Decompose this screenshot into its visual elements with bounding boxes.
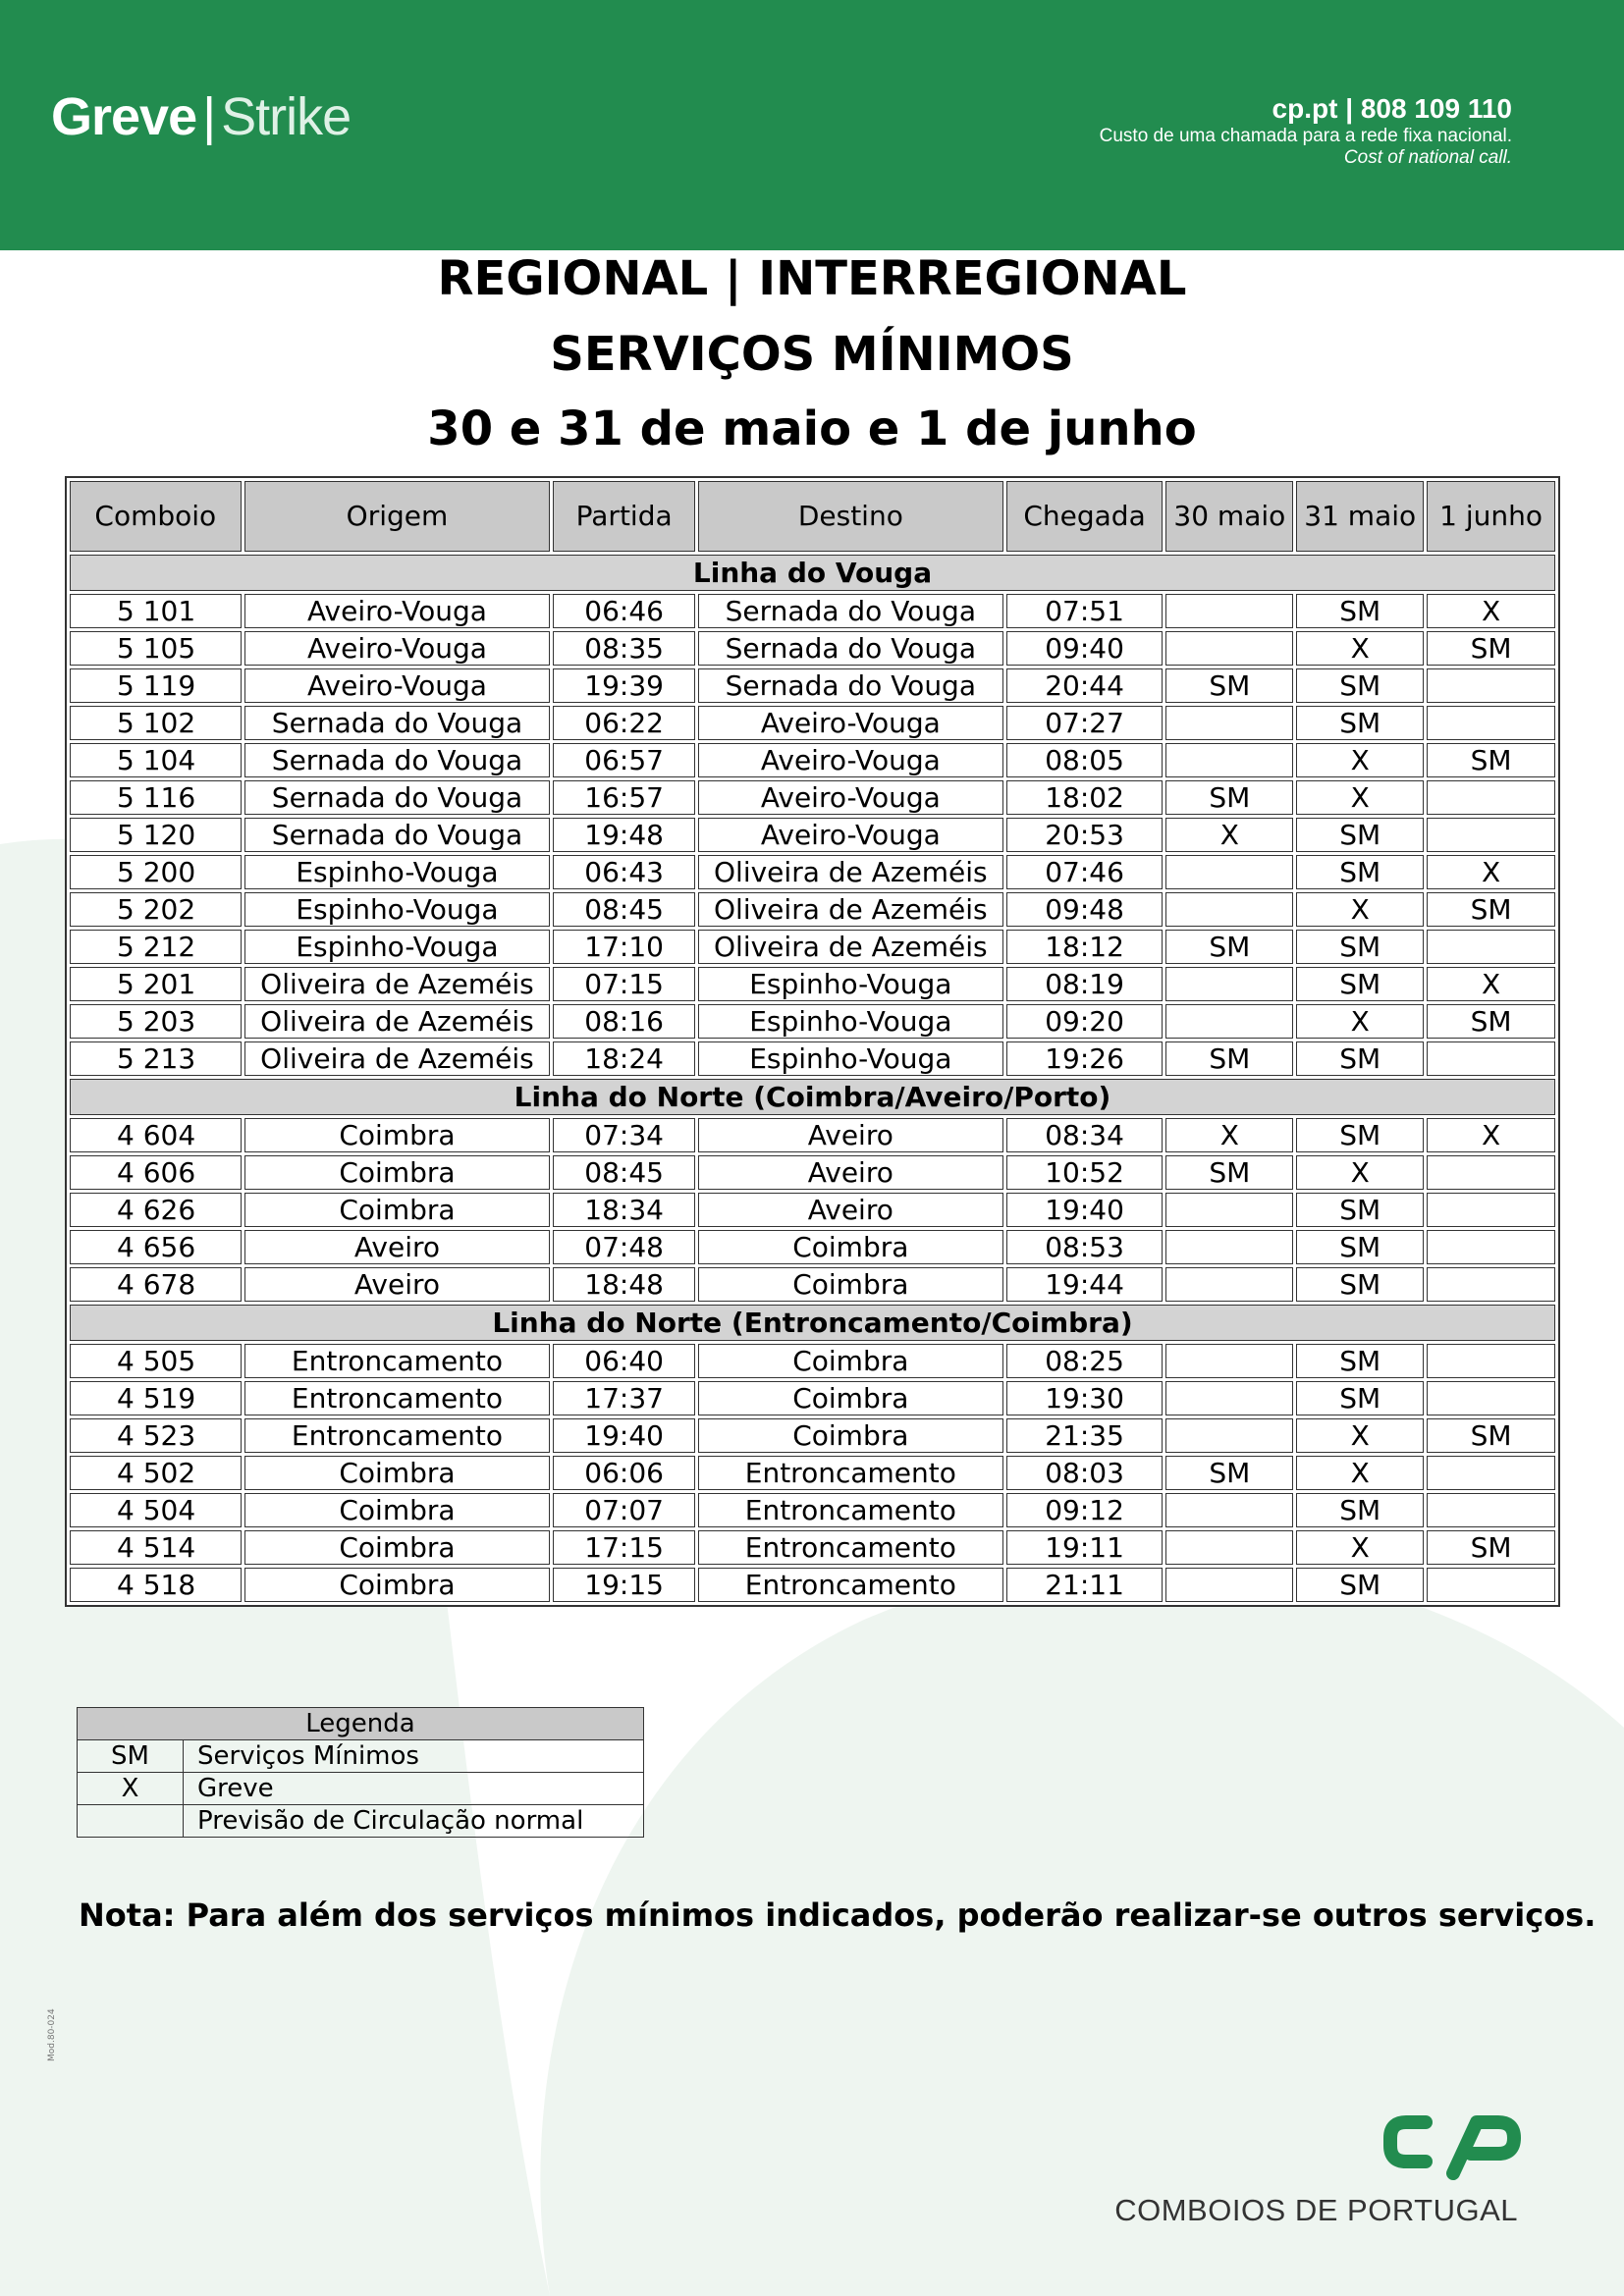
table-cell: SM — [1296, 1230, 1424, 1264]
table-cell: 17:10 — [553, 930, 695, 964]
table-cell — [1427, 1344, 1555, 1378]
table-row — [70, 706, 1555, 740]
table-cell — [1165, 967, 1293, 1001]
table-cell — [1427, 1456, 1555, 1490]
table-cell: 08:16 — [553, 1004, 695, 1039]
table-cell: SM — [1427, 743, 1555, 777]
table-row — [70, 1118, 1555, 1152]
table-cell: Aveiro — [698, 1193, 1003, 1227]
table-cell: 4 502 — [70, 1456, 242, 1490]
table-cell: 5 116 — [70, 780, 242, 815]
table-row — [70, 1041, 1555, 1076]
table-cell: 08:25 — [1006, 1344, 1164, 1378]
table-cell: Aveiro — [244, 1230, 551, 1264]
table-cell: 08:05 — [1006, 743, 1164, 777]
table-cell: Oliveira de Azeméis — [244, 1041, 551, 1076]
section-title: Linha do Vouga — [70, 555, 1555, 591]
table-cell: Aveiro-Vouga — [244, 668, 551, 703]
table-cell: 5 120 — [70, 818, 242, 852]
table-cell: 09:20 — [1006, 1004, 1164, 1039]
title-line-2: SERVIÇOS MÍNIMOS — [550, 327, 1074, 382]
table-cell — [1165, 1418, 1293, 1453]
table-cell: SM — [1296, 1041, 1424, 1076]
table-cell — [1165, 1230, 1293, 1264]
legend-label: Serviços Mínimos — [184, 1740, 644, 1773]
table-cell: Oliveira de Azeméis — [698, 930, 1003, 964]
table-cell: SM — [1165, 668, 1293, 703]
table-cell — [1165, 631, 1293, 666]
table-cell — [1165, 1493, 1293, 1527]
legend-code — [78, 1805, 184, 1838]
table-cell: X — [1296, 1004, 1424, 1039]
header-1-junho: 1 junho — [1427, 481, 1555, 552]
table-cell: Oliveira de Azeméis — [698, 892, 1003, 927]
table-cell: SM — [1427, 1418, 1555, 1453]
table-cell: 10:52 — [1006, 1155, 1164, 1190]
table-cell: 5 105 — [70, 631, 242, 666]
table-cell: X — [1296, 1530, 1424, 1565]
table-row — [70, 1418, 1555, 1453]
legend-code: SM — [78, 1740, 184, 1773]
table-cell: 08:35 — [553, 631, 695, 666]
table-cell: Entroncamento — [698, 1456, 1003, 1490]
table-row — [70, 1344, 1555, 1378]
table-cell: Aveiro-Vouga — [698, 743, 1003, 777]
table-cell: SM — [1296, 1344, 1424, 1378]
table-cell: 09:12 — [1006, 1493, 1164, 1527]
header-destino: Destino — [698, 481, 1003, 552]
brand-main: Greve — [51, 87, 197, 146]
table-cell — [1427, 1267, 1555, 1302]
company-name: COMBOIOS DE PORTUGAL — [1114, 2193, 1518, 2227]
brand-separator: | — [202, 87, 216, 146]
table-row — [70, 1530, 1555, 1565]
table-cell: 08:34 — [1006, 1118, 1164, 1152]
brand-sub: Strike — [221, 87, 352, 146]
table-cell: 09:48 — [1006, 892, 1164, 927]
table-cell — [1427, 1193, 1555, 1227]
section-row — [70, 1079, 1555, 1115]
header-banner — [0, 0, 1624, 250]
table-cell: SM — [1296, 1118, 1424, 1152]
header-30-maio: 30 maio — [1165, 481, 1293, 552]
table-cell: 20:44 — [1006, 668, 1164, 703]
header-chegada: Chegada — [1006, 481, 1164, 552]
table-cell: Espinho-Vouga — [698, 1004, 1003, 1039]
table-cell: X — [1296, 631, 1424, 666]
contact-note-en: Cost of national call. — [1343, 147, 1512, 168]
table-cell: 06:46 — [553, 594, 695, 628]
table-cell: 07:15 — [553, 967, 695, 1001]
table-cell: 08:45 — [553, 1155, 695, 1190]
header-comboio: Comboio — [70, 481, 242, 552]
brand-logo — [51, 86, 351, 147]
cp-logo-icon — [1382, 2110, 1524, 2181]
table-cell: SM — [1296, 1381, 1424, 1415]
table-cell: 5 200 — [70, 855, 242, 889]
table-cell — [1427, 1155, 1555, 1190]
legend-row — [78, 1740, 644, 1773]
table-cell: Espinho-Vouga — [698, 967, 1003, 1001]
table-cell: 4 519 — [70, 1381, 242, 1415]
table-cell: X — [1296, 1418, 1424, 1453]
table-cell: 4 604 — [70, 1118, 242, 1152]
table-cell: 20:53 — [1006, 818, 1164, 852]
table-cell: 21:11 — [1006, 1568, 1164, 1602]
table-cell: 4 626 — [70, 1193, 242, 1227]
table-cell: X — [1296, 780, 1424, 815]
schedule-body — [70, 555, 1555, 1602]
table-cell: Aveiro-Vouga — [698, 706, 1003, 740]
table-cell: SM — [1296, 594, 1424, 628]
table-row — [70, 1267, 1555, 1302]
table-cell: SM — [1296, 1193, 1424, 1227]
table-cell: 08:03 — [1006, 1456, 1164, 1490]
legend-code: X — [78, 1773, 184, 1805]
table-cell: 09:40 — [1006, 631, 1164, 666]
table-cell: X — [1165, 1118, 1293, 1152]
table-cell: 07:46 — [1006, 855, 1164, 889]
table-cell: 19:40 — [553, 1418, 695, 1453]
title-line-1: REGIONAL | INTERREGIONAL — [437, 251, 1187, 306]
section-row — [70, 555, 1555, 591]
title-line-3: 30 e 31 de maio e 1 de junho — [427, 401, 1197, 456]
table-cell: 17:15 — [553, 1530, 695, 1565]
table-cell: 07:07 — [553, 1493, 695, 1527]
table-cell: SM — [1427, 1004, 1555, 1039]
table-cell: 5 101 — [70, 594, 242, 628]
legend-row — [78, 1805, 644, 1838]
table-cell: SM — [1296, 855, 1424, 889]
table-cell: Sernada do Vouga — [244, 780, 551, 815]
table-cell — [1427, 930, 1555, 964]
table-cell: X — [1296, 892, 1424, 927]
table-cell: 5 102 — [70, 706, 242, 740]
table-cell: 19:30 — [1006, 1381, 1164, 1415]
table-cell: X — [1427, 1118, 1555, 1152]
header-origem: Origem — [244, 481, 551, 552]
table-cell: Entroncamento — [244, 1344, 551, 1378]
table-cell — [1427, 780, 1555, 815]
table-row — [70, 594, 1555, 628]
table-cell — [1165, 1344, 1293, 1378]
table-cell: Espinho-Vouga — [698, 1041, 1003, 1076]
table-cell: SM — [1165, 1456, 1293, 1490]
table-cell: Entroncamento — [698, 1493, 1003, 1527]
section-row — [70, 1305, 1555, 1341]
table-cell: Sernada do Vouga — [244, 818, 551, 852]
table-cell: 18:12 — [1006, 930, 1164, 964]
table-cell: SM — [1296, 1568, 1424, 1602]
contact-note: Custo de uma chamada para a rede fixa nacional. — [1099, 126, 1512, 146]
table-cell: Coimbra — [698, 1344, 1003, 1378]
table-cell: 18:02 — [1006, 780, 1164, 815]
table-cell: 18:48 — [553, 1267, 695, 1302]
header-partida: Partida — [553, 481, 695, 552]
table-cell — [1165, 855, 1293, 889]
table-cell: Coimbra — [244, 1118, 551, 1152]
table-cell: Coimbra — [244, 1155, 551, 1190]
table-cell: 19:48 — [553, 818, 695, 852]
schedule-table — [65, 476, 1560, 1607]
table-cell: 4 606 — [70, 1155, 242, 1190]
table-cell: 19:26 — [1006, 1041, 1164, 1076]
table-cell: X — [1165, 818, 1293, 852]
table-cell: X — [1296, 1155, 1424, 1190]
legend-label: Greve — [184, 1773, 644, 1805]
table-cell: 4 504 — [70, 1493, 242, 1527]
table-cell: 5 213 — [70, 1041, 242, 1076]
table-cell: SM — [1427, 631, 1555, 666]
table-cell: Coimbra — [244, 1456, 551, 1490]
table-cell: Aveiro — [698, 1118, 1003, 1152]
table-cell: Coimbra — [698, 1267, 1003, 1302]
table-cell: Aveiro-Vouga — [244, 631, 551, 666]
contact-phone: cp.pt | 808 109 110 — [1272, 93, 1512, 124]
table-cell: Aveiro-Vouga — [698, 780, 1003, 815]
table-cell: 4 518 — [70, 1568, 242, 1602]
table-row — [70, 1493, 1555, 1527]
table-cell: 07:51 — [1006, 594, 1164, 628]
nota-text: Nota: Para além dos serviços mínimos indicados, poderão realizar-se outros serviços. — [79, 1896, 1597, 1934]
table-cell: 06:22 — [553, 706, 695, 740]
table-cell: 5 212 — [70, 930, 242, 964]
table-row — [70, 780, 1555, 815]
legend-table — [77, 1707, 644, 1838]
table-cell: Coimbra — [244, 1493, 551, 1527]
table-cell: Sernada do Vouga — [698, 668, 1003, 703]
table-cell: 07:34 — [553, 1118, 695, 1152]
table-cell: Aveiro — [698, 1155, 1003, 1190]
table-row — [70, 1381, 1555, 1415]
legend-header-row — [78, 1708, 644, 1740]
table-cell: 19:39 — [553, 668, 695, 703]
table-cell — [1165, 1568, 1293, 1602]
table-cell — [1165, 1004, 1293, 1039]
table-header-row — [70, 481, 1555, 552]
table-cell: X — [1296, 743, 1424, 777]
table-cell: 16:57 — [553, 780, 695, 815]
table-cell — [1427, 1230, 1555, 1264]
table-cell: X — [1296, 1456, 1424, 1490]
table-cell: 21:35 — [1006, 1418, 1164, 1453]
table-cell: SM — [1296, 930, 1424, 964]
table-cell: Coimbra — [698, 1230, 1003, 1264]
table-cell: Coimbra — [698, 1418, 1003, 1453]
table-row — [70, 967, 1555, 1001]
table-cell: X — [1427, 855, 1555, 889]
table-cell: 5 202 — [70, 892, 242, 927]
table-cell: Entroncamento — [244, 1418, 551, 1453]
table-cell: 18:34 — [553, 1193, 695, 1227]
table-cell — [1427, 706, 1555, 740]
table-cell — [1165, 1193, 1293, 1227]
table-row — [70, 1456, 1555, 1490]
table-cell: Entroncamento — [244, 1381, 551, 1415]
table-cell: Oliveira de Azeméis — [244, 967, 551, 1001]
table-cell: 06:57 — [553, 743, 695, 777]
table-cell: 4 514 — [70, 1530, 242, 1565]
table-cell: Espinho-Vouga — [244, 930, 551, 964]
table-cell: Oliveira de Azeméis — [244, 1004, 551, 1039]
table-cell: 4 678 — [70, 1267, 242, 1302]
table-row — [70, 1568, 1555, 1602]
table-cell: 19:11 — [1006, 1530, 1164, 1565]
table-cell: Aveiro — [244, 1267, 551, 1302]
table-row — [70, 930, 1555, 964]
table-cell: 08:45 — [553, 892, 695, 927]
table-row — [70, 668, 1555, 703]
table-cell: SM — [1427, 1530, 1555, 1565]
table-cell: SM — [1296, 818, 1424, 852]
table-cell — [1427, 668, 1555, 703]
table-cell: 4 505 — [70, 1344, 242, 1378]
table-cell: X — [1427, 967, 1555, 1001]
table-row — [70, 1004, 1555, 1039]
table-cell: 18:24 — [553, 1041, 695, 1076]
table-cell: Sernada do Vouga — [244, 706, 551, 740]
table-cell — [1165, 1530, 1293, 1565]
section-title: Linha do Norte (Coimbra/Aveiro/Porto) — [70, 1079, 1555, 1115]
table-cell: 19:44 — [1006, 1267, 1164, 1302]
table-cell — [1427, 1493, 1555, 1527]
table-cell: 08:19 — [1006, 967, 1164, 1001]
legend-label: Previsão de Circulação normal — [184, 1805, 644, 1838]
table-cell: 5 203 — [70, 1004, 242, 1039]
table-cell: 4 656 — [70, 1230, 242, 1264]
table-cell: 19:15 — [553, 1568, 695, 1602]
table-cell: SM — [1427, 892, 1555, 927]
table-cell: SM — [1296, 1493, 1424, 1527]
table-cell: Aveiro-Vouga — [244, 594, 551, 628]
table-cell: 06:06 — [553, 1456, 695, 1490]
header-31-maio: 31 maio — [1296, 481, 1424, 552]
table-cell: Coimbra — [244, 1568, 551, 1602]
table-cell — [1427, 1041, 1555, 1076]
table-cell: Sernada do Vouga — [244, 743, 551, 777]
contact-info — [1100, 92, 1512, 169]
table-cell: Aveiro-Vouga — [698, 818, 1003, 852]
table-cell: 06:40 — [553, 1344, 695, 1378]
table-cell: 17:37 — [553, 1381, 695, 1415]
table-cell: SM — [1165, 780, 1293, 815]
table-cell: X — [1427, 594, 1555, 628]
table-cell: Coimbra — [244, 1193, 551, 1227]
table-row — [70, 631, 1555, 666]
table-cell: SM — [1165, 930, 1293, 964]
table-row — [70, 1193, 1555, 1227]
table-cell: 06:43 — [553, 855, 695, 889]
table-cell — [1165, 892, 1293, 927]
table-cell — [1165, 1267, 1293, 1302]
table-cell: SM — [1296, 967, 1424, 1001]
table-cell: 07:27 — [1006, 706, 1164, 740]
table-cell — [1427, 1381, 1555, 1415]
legend-row — [78, 1773, 644, 1805]
table-cell — [1427, 1568, 1555, 1602]
table-cell: SM — [1296, 706, 1424, 740]
table-cell — [1165, 1381, 1293, 1415]
table-row — [70, 1230, 1555, 1264]
table-cell: 19:40 — [1006, 1193, 1164, 1227]
table-cell: Espinho-Vouga — [244, 855, 551, 889]
table-cell: Espinho-Vouga — [244, 892, 551, 927]
table-cell — [1165, 706, 1293, 740]
table-cell: SM — [1296, 668, 1424, 703]
table-cell: Sernada do Vouga — [698, 594, 1003, 628]
table-cell: Entroncamento — [698, 1530, 1003, 1565]
table-cell: Entroncamento — [698, 1568, 1003, 1602]
table-cell: 07:48 — [553, 1230, 695, 1264]
table-cell — [1165, 743, 1293, 777]
table-row — [70, 818, 1555, 852]
table-cell: 5 119 — [70, 668, 242, 703]
table-cell: Oliveira de Azeméis — [698, 855, 1003, 889]
legend-title: Legenda — [78, 1708, 644, 1740]
table-cell: SM — [1165, 1155, 1293, 1190]
table-cell — [1165, 594, 1293, 628]
form-code: Mod.80-024 — [47, 2008, 57, 2061]
table-cell: SM — [1296, 1267, 1424, 1302]
table-row — [70, 892, 1555, 927]
table-cell: 08:53 — [1006, 1230, 1164, 1264]
table-cell — [1427, 818, 1555, 852]
table-row — [70, 855, 1555, 889]
table-cell: 5 201 — [70, 967, 242, 1001]
table-cell: 4 523 — [70, 1418, 242, 1453]
table-row — [70, 1155, 1555, 1190]
table-cell: Coimbra — [244, 1530, 551, 1565]
section-title: Linha do Norte (Entroncamento/Coimbra) — [70, 1305, 1555, 1341]
table-row — [70, 743, 1555, 777]
table-cell: SM — [1165, 1041, 1293, 1076]
table-cell: Sernada do Vouga — [698, 631, 1003, 666]
table-cell: 5 104 — [70, 743, 242, 777]
table-cell: Coimbra — [698, 1381, 1003, 1415]
